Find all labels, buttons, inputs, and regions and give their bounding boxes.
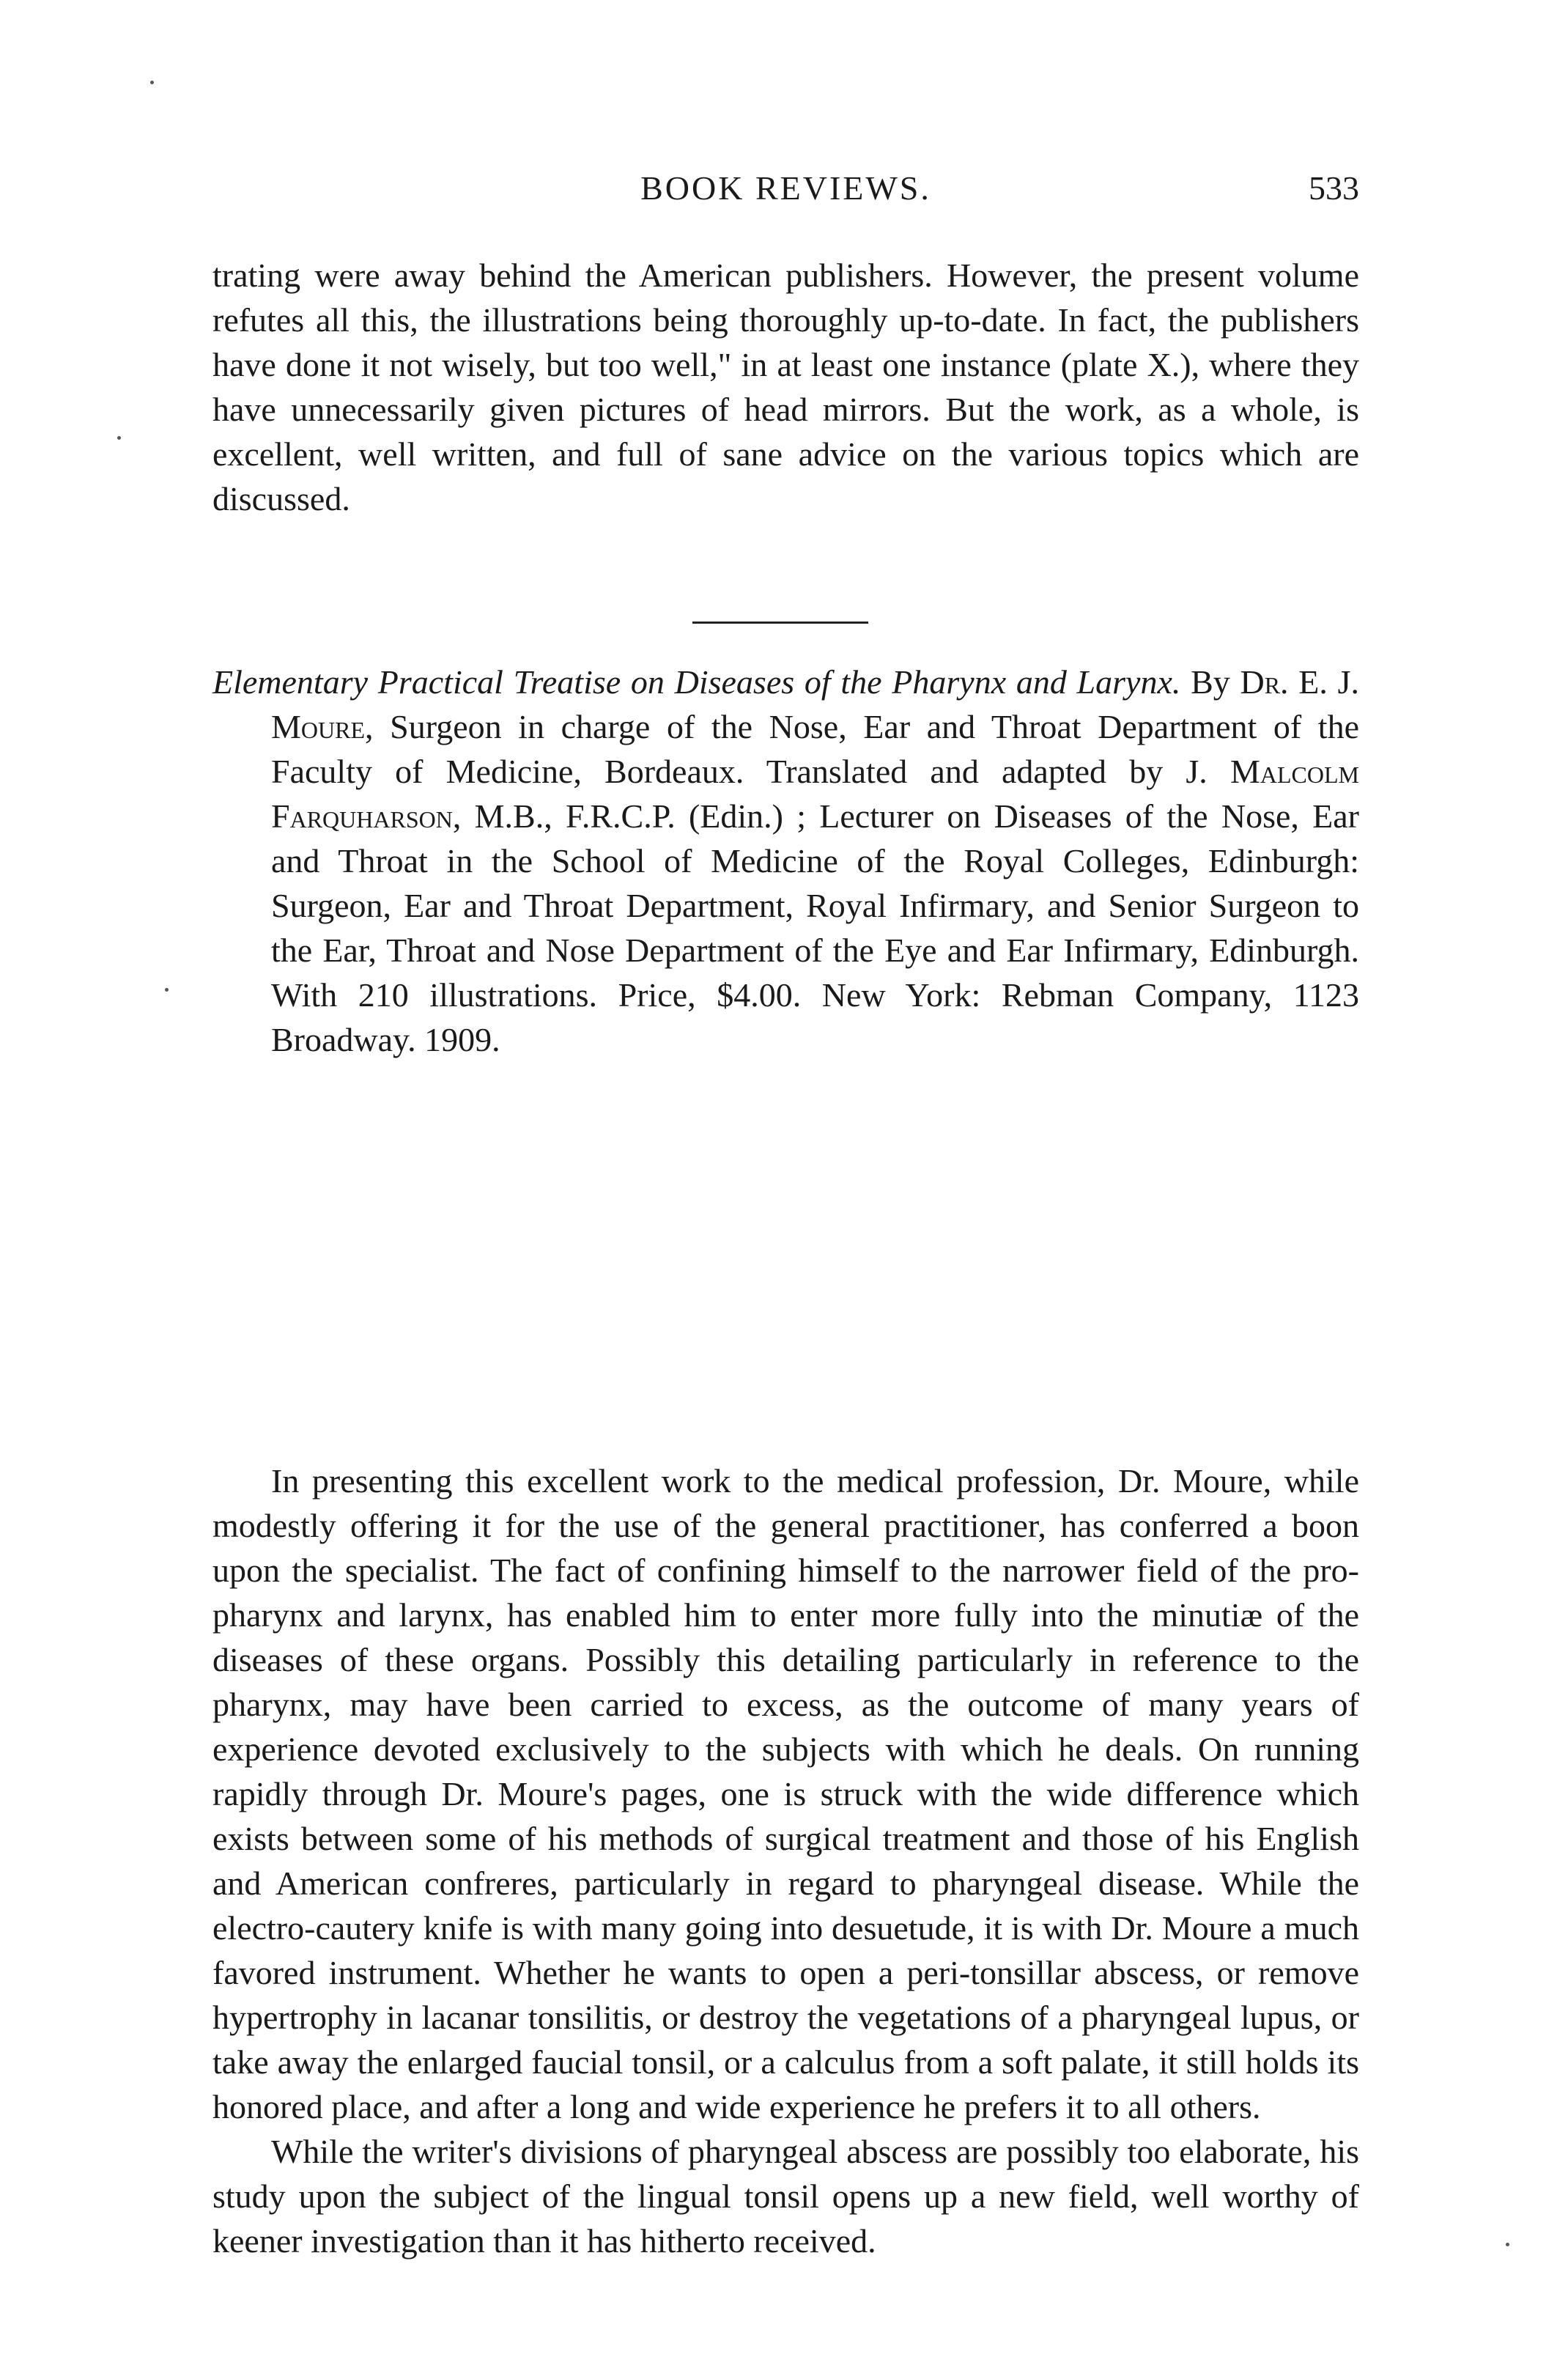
translator-description: M.B., F.R.C.P. (Edin.) ; Lecturer on Diseases of the Nose, Ear and Throat in the School of Medicine of the Royal Colleges, Edinburgh: Surgeon, Ear and Throat Department, Royal Infirmary, and Senior Surgeon to the Ear, Throat and Nose Department of the Eye and Ear Infirmary, Edinburgh. With 210 illustrations. Price, $4.00. New York: Rebman Company, 1123 Broadway. 1909. (271, 797, 1359, 1058)
book-citation (212, 660, 1359, 1062)
scan-speck (1506, 2243, 1509, 2246)
page-number: 533 (1309, 169, 1359, 207)
scan-speck (117, 436, 121, 440)
running-title: BOOK REVIEWS. (640, 169, 931, 207)
running-head (212, 169, 1359, 220)
citation-by: By (1191, 663, 1230, 701)
citation-section (212, 660, 1359, 1062)
author-description: Surgeon in charge of the Nose, Ear and Throat Department of the Faculty of Medicine, Bordeaux. Translated and adapted by (271, 708, 1359, 790)
author-name: Dr. E. J. Moure, (271, 663, 1359, 745)
intro-section (212, 253, 1359, 521)
review-section (212, 1458, 1359, 2263)
scan-speck (150, 81, 154, 84)
review-paragraph: In presenting this excellent work to the medical profession, Dr. Moure, while modestly offering it for the use of the general practitioner, has conferred a boon upon the specialist. The fact of confining himself to the narrower field of the pro-pharynx and larynx, has enabled him to enter more fully into the minutiæ of the diseases of these organs. Possibly this detailing particularly in reference to the pharynx, may have been carried to excess, as the outcome of many years of experience devoted exclusively to the subjects with which he deals. On running rapidly through Dr. Moure's pages, one is struck with the wide difference which exists between some of his methods of surgical treatment and those of his English and American confreres, particularly in regard to pharyngeal disease. While the electro-cautery knife is with many going into desuetude, it is with Dr. Moure a much favored instrument. Whether he wants to open a peri-tonsillar abscess, or remove hypertrophy in lacanar tonsilitis, or destroy the vegetations of a pharyngeal lupus, or take away the enlarged faucial tonsil, or a calculus from a soft palate, it still holds its honored place, and after a long and wide experience he prefers it to all others. (212, 1462, 1359, 2125)
translator-name: J. Malcolm Farquharson, (271, 753, 1359, 835)
review-paragraph: While the writer's divisions of pharyngeal abscess are possibly too elaborate, his study upon the subject of the lingual tonsil opens up a new field, well worthy of keener investigation than it has hitherto received. (212, 2133, 1359, 2260)
intro-paragraph: trating were away behind the American publishers. However, the present volume refutes all this, the illustrations being thoroughly up-to-date. In fact, the publishers have done it not wisely, but too well," in at least one instance (plate X.), where they have unnecessarily given pictures of head mirrors. But the work, as a whole, is excellent, well written, and full of sane advice on the various topics which are discussed. (212, 257, 1359, 517)
scan-speck (165, 988, 169, 992)
book-title: Elementary Practical Treatise on Diseases of the Pharynx and Larynx. (212, 663, 1181, 701)
section-divider (692, 621, 868, 624)
